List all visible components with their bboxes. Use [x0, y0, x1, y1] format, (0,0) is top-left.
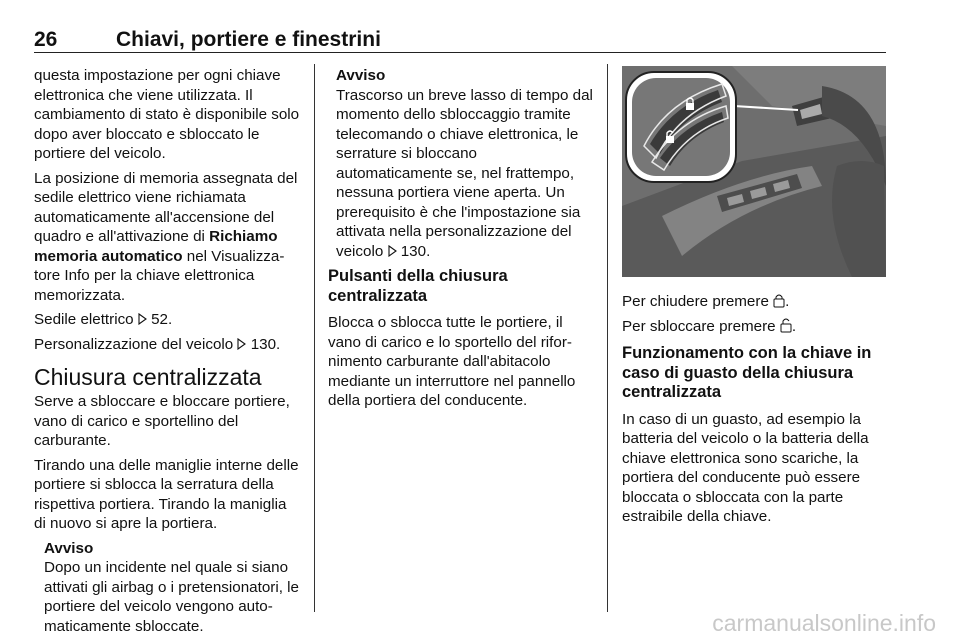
paragraph-central-locking: Serve a sbloccare e bloccare portiere, vano di carico e sportellino del carburante. — [34, 393, 290, 449]
page-header — [34, 28, 886, 52]
notice-text: Dopo un incidente nel quale si siano attivati gli airbag o i pretensionatori, le portiere del veicolo vengono automaticamente sbloccate. — [44, 559, 299, 635]
column-1 — [34, 66, 300, 636]
ref-page: 130. — [250, 335, 281, 353]
paragraph-key-fallback: In caso di un guasto, ad esempio la batteria del veicolo o la batteria della chiave elettronica sono scariche, la portiera del conducente può essere bloccata o sbloccata con la parte estraibile della chiave. — [622, 410, 869, 525]
page-number: 26 — [34, 28, 58, 51]
lock-icon — [773, 293, 785, 308]
section-heading: Pulsanti della chiusura centralizzata — [328, 267, 508, 305]
watermark: carmanualsonline.info — [712, 610, 936, 636]
paragraph-key-setting: questa impostazione per ogni chiave elettronica che viene utilizzata. Il cambiamento di stato è disponibile solo dopo aver bloccato e sbloccato le portiere del veicolo. — [34, 67, 300, 162]
instruction-text: Per chiudere premere — [622, 293, 774, 310]
chapter-title: Chiavi, portiere e finestrini — [116, 28, 381, 51]
paragraph-door-handles: Tirando una delle maniglie interne delle portiere si sblocca la serratura della rispettiva portiera. Tirando la maniglia di nuovo si apre la portiera. — [34, 456, 299, 532]
ref-label: Sedile elettrico — [34, 311, 138, 328]
header-rule — [34, 52, 886, 53]
text-span: nel Visualizzatore Info per la chiave elettronica memorizzata. — [34, 247, 285, 304]
unlock-icon — [780, 318, 792, 333]
notice-box — [336, 66, 594, 261]
lock-instruction: Per chiudere premere . — [622, 293, 790, 310]
menu-term: Richiamo memoria automatico — [34, 228, 278, 265]
notice-title: Avviso — [44, 539, 94, 557]
page-ref-arrow-icon — [388, 245, 397, 257]
column-divider-1 — [314, 64, 315, 612]
unlock-instruction: Per sbloccare premere . — [622, 317, 797, 335]
page-ref-arrow-icon — [237, 338, 246, 350]
paragraph-locking-buttons: Blocca o sblocca tutte le portiere, il vano di carico e lo sportello del rifornimento carburante dall'abitacolo mediante un interruttore nel pannello della portiera del conducente. — [328, 314, 576, 409]
column-3 — [622, 292, 888, 532]
ref-page: 130. — [400, 242, 431, 260]
notice-title: Avviso — [336, 67, 386, 84]
ref-electric-seat — [34, 310, 300, 330]
paragraph-memory-position — [34, 169, 300, 306]
text-span: La posizione di memoria assegnata del sedile elettrico viene richiamata automaticamente all'accensione del quadro e all'attivazione di — [34, 169, 298, 245]
instruction-text: Per sbloccare premere — [622, 317, 780, 335]
section-heading: Chiusura centralizzata — [34, 364, 262, 390]
column-2 — [328, 66, 594, 416]
section-heading: Funzionamento con la chiave in caso di guasto della chiusura centralizzata — [622, 344, 872, 401]
ref-page: 52. — [151, 311, 173, 328]
door-switch-photo — [622, 66, 886, 277]
notice-text: Trascorso un breve lasso di tempo dal momento dello sbloccaggio tramite telecomando o chiave elettronica, le serrature si bloccano automaticamente se, nel frattempo, nessuna portiera viene aperta. Un prerequisito è che l'impostazione sia attivata nella personalizzazione del veicolo — [336, 86, 593, 260]
ref-label: Personalizzazione del veicolo — [34, 335, 238, 353]
notice-box — [44, 539, 300, 637]
column-divider-2 — [607, 64, 608, 612]
page-ref-arrow-icon — [138, 313, 147, 325]
ref-vehicle-personalization — [34, 335, 300, 355]
